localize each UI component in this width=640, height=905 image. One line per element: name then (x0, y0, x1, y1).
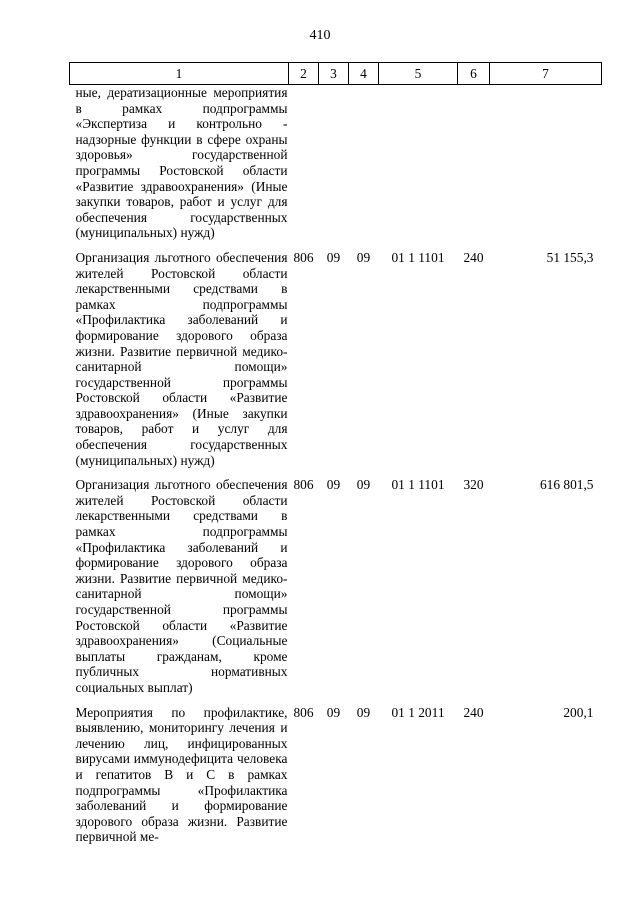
column-header-5: 5 (379, 63, 458, 85)
column-header-3: 3 (319, 63, 349, 85)
row-target-article (379, 85, 458, 241)
row-expense-type: 240 (463, 249, 484, 265)
row-description: Организация льготного обеспечения жителей Ростовской области лекарственными средствами в рамках подпрограммы «Профилактика заболеваний и формирование здорового образа жизни. Развитие первичной медико-санитарной помощи» государственной программы Ростовской области «Развитие здравоохранения» (Иные закупки товаров, работ и услуг для обеспечения государственных (муниципальных) нужд) (75, 249, 288, 468)
row-ministry-code: 806 (293, 477, 314, 493)
table-header-row (70, 63, 602, 85)
row-expense-type: 240 (463, 704, 484, 720)
table-row (70, 85, 602, 241)
row-subsection-code: 09 (356, 249, 371, 265)
row-ministry-code: 806 (293, 249, 314, 265)
row-ministry-code: 806 (293, 704, 314, 720)
column-header-4: 4 (349, 63, 379, 85)
row-section-code: 09 (326, 704, 341, 720)
column-header-6: 6 (458, 63, 490, 85)
row-amount: 616 801,5 (539, 477, 594, 493)
row-description: Организация льготного обеспечения жителей Ростовской области лекарственными средствами в рамках подпрограммы «Профилактика заболеваний и формирование здорового образа жизни. Развитие первичной медико-санитарной помощи» государственной программы Ростовской области «Развитие здравоохранения» (Социальные выплаты гражданам, кроме публичных нормативных социальных выплат) (75, 477, 288, 695)
row-target-article: 01 1 1101 (391, 249, 445, 265)
row-amount: 51 155,3 (546, 249, 594, 265)
column-header-1: 1 (70, 63, 289, 85)
column-header-7: 7 (490, 63, 602, 85)
row-expense-type: 320 (463, 477, 484, 493)
row-section-code: 09 (326, 249, 341, 265)
table-row (70, 241, 602, 468)
row-section-code: 09 (326, 477, 341, 493)
row-subsection-code: 09 (356, 704, 371, 720)
row-expense-type (458, 85, 490, 241)
budget-table (69, 62, 602, 845)
row-description: ные, дератизационные мероприятия в рамках подпрограммы «Экспертиза и контрольно - надзорные функции в сфере охраны здоровья» государственной программы Ростовской области «Развитие здравоохранения» (Иные закупки товаров, работ и услуг для обеспечения государственных (муниципальных) нужд) (75, 85, 288, 241)
row-amount: 200,1 (563, 704, 594, 720)
row-subsection-code: 09 (356, 477, 371, 493)
row-ministry-code (289, 85, 319, 241)
row-target-article: 01 1 2011 (391, 704, 445, 720)
row-subsection-code (349, 85, 379, 241)
row-description: Мероприятия по профилактике, выявлению, мониторингу лечения и лечению лиц, инфицированных вирусами иммунодефицита человека и гепатитов В и С в рамках подпрограммы «Профилактика заболеваний и формирование здорового образа жизни. Развитие первичной ме- (75, 704, 288, 845)
table-row (70, 696, 602, 845)
row-target-article: 01 1 1101 (391, 477, 445, 493)
row-amount (490, 85, 602, 241)
column-header-2: 2 (289, 63, 319, 85)
page-number: 410 (309, 28, 331, 43)
row-section-code (319, 85, 349, 241)
table-row (70, 468, 602, 695)
